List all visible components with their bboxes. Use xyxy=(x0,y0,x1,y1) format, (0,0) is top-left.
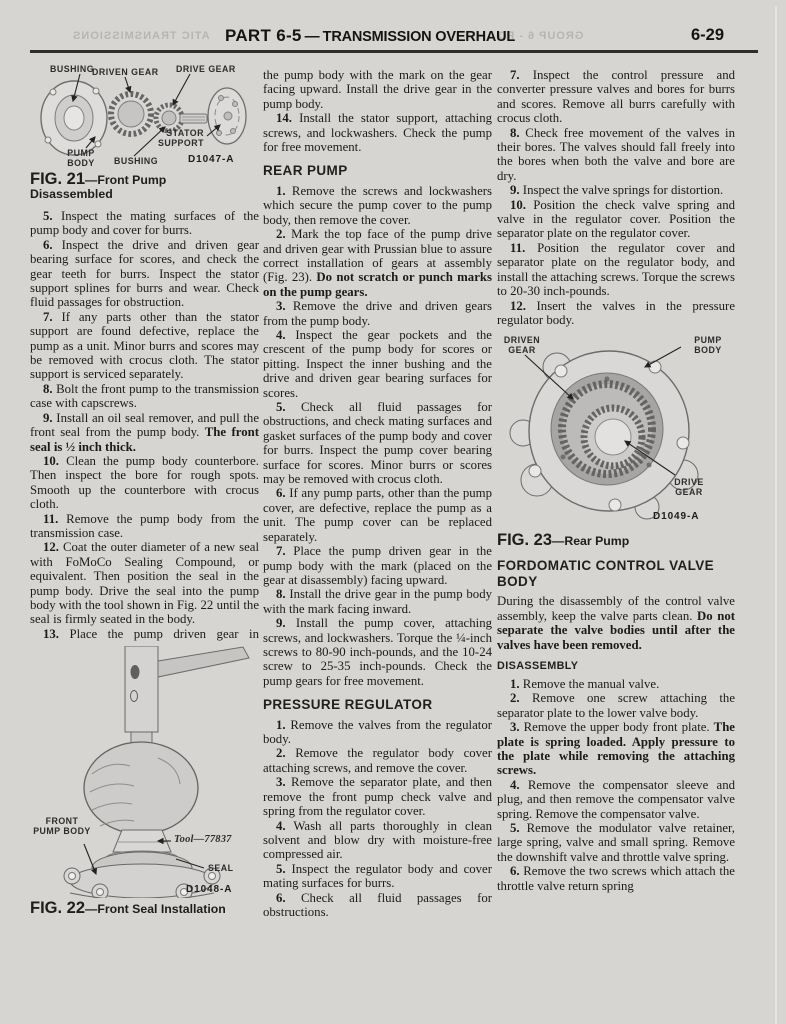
label-seal: SEAL xyxy=(208,863,234,874)
paragraph: During the disassembly of the control valve assembly, keep the valve parts clean. Do not separate the valve bodies until after the valves have been removed. xyxy=(497,594,735,652)
column-left xyxy=(30,64,259,917)
rear-pump-illustration xyxy=(497,335,735,530)
label-front-pump-body: FRONT PUMP BODY xyxy=(33,816,91,837)
paragraph: 6. If any pump parts, other than the pump cover, are defective, replace the pump as a unit. The pump cover can be replaced separately. xyxy=(263,486,492,544)
right-column-text-top xyxy=(497,68,735,327)
paragraph: 3. Remove the drive and driven gears from the pump body. xyxy=(263,299,492,328)
paragraph: 14. Install the stator support, attaching screws, and lockwashers. Check the pump for free movement. xyxy=(263,111,492,155)
figure-code-d1049a: D1049-A xyxy=(653,511,700,523)
paragraph: 5. Inspect the mating surfaces of the pump body and cover for burrs. xyxy=(30,209,259,238)
paragraph: 1. Remove the manual valve. xyxy=(510,676,660,691)
left-column-text xyxy=(30,209,259,641)
paragraph: 3. Remove the separator plate, and then remove the front pump check valve and spring from the regulator cover. xyxy=(263,775,492,819)
paragraph: 3. Remove the upper body front plate. The plate is spring loaded. Apply pressure to the plate while removing the attaching screws. xyxy=(497,720,735,778)
figure-code-d1048a: D1048-A xyxy=(186,884,233,896)
label-pump-body: PUMP BODY xyxy=(67,148,95,168)
part-number: PART 6-5 xyxy=(224,26,302,45)
section-heading: FORDOMATIC CONTROL VALVE BODY xyxy=(497,558,715,589)
label-bushing-top: BUSHING xyxy=(50,64,95,74)
figure-23-number: FIG. 23 xyxy=(497,531,553,550)
paragraph: 11. Position the regulator cover and separator plate on the regulator body, and install the attaching screws. Torque the screws to 20-30 inch-pounds. xyxy=(497,240,735,299)
figure-22-title: —Front Seal Installation xyxy=(85,902,226,917)
label-tool-77837: Tool—77837 xyxy=(174,834,232,846)
scan-page-edge xyxy=(775,6,777,1024)
paragraph: 12. Coat the outer diameter of a new seal with FoMoCo Sealing Compound, or equivalent. Then position the seal in the pump body. Drive the seal into the pump body with the tool shown in Fig. 22 until the seal is firmly seated in the body. xyxy=(30,540,259,627)
paragraph: 9. Install the pump cover, attaching screws, and lockwashers. Torque the ¼-inch screws to 80-90 inch-pounds, and the 10-24 screw to 25-35 inch-pounds. Check the pump gears for free movement. xyxy=(263,616,492,688)
paragraph: 2. Remove the regulator body cover attaching screws, and remove the cover. xyxy=(263,746,492,775)
figure-22-caption xyxy=(30,900,259,917)
paragraph: 10. Position the check valve spring and valve in the regulator cover. Position the separator plate on the regulator cover. xyxy=(497,197,735,241)
figure-23-caption xyxy=(497,532,735,549)
section-heading: REAR PUMP xyxy=(263,163,348,179)
paragraph: 7. If any parts other than the stator support are found defective, replace the pump as a unit. Minor burrs and scores may be removed with crocus cloth. The stator support is serviced separately. xyxy=(30,309,259,382)
figure-code-d1047a: D1047-A xyxy=(188,154,235,165)
paragraph: 5. Inspect the regulator body and cover mating surfaces for burrs. xyxy=(263,861,492,891)
figure-21-caption xyxy=(30,171,259,188)
rear-pump-art xyxy=(497,335,735,530)
paragraph: 8. Bolt the front pump to the transmission case with capscrews. xyxy=(30,381,259,411)
paragraph: 4. Inspect the gear pockets and the crescent of the pump body for scores or pitting. Inspect the inner bushing and the drive and driven gear bearing surfaces for scores. xyxy=(263,328,492,400)
header-rule xyxy=(30,50,758,53)
bleed-through-text-right: GROUP 6 - FO xyxy=(497,30,584,42)
label-bushing-bottom: BUSHING xyxy=(114,156,159,166)
middle-column-text xyxy=(263,68,492,919)
figure-21-front-pump-disassembled xyxy=(30,64,259,201)
paragraph: the pump body with the mark on the gear facing upward. Install the drive gear in the pump body. xyxy=(263,68,492,111)
part-title xyxy=(170,26,570,46)
column-middle xyxy=(263,64,492,919)
paragraph: 8. Check free movement of the valves in their bores. The valves should fall freely into the bores when both the valve and bore are dry. xyxy=(497,125,735,183)
paragraph: 11. Remove the pump body from the transmission case. xyxy=(30,511,259,540)
paragraph: 10. Clean the pump body counterbore. Then inspect the bore for rough spots. Smooth up the counterbore with crocus cloth. xyxy=(30,453,259,512)
paragraph: 6. Inspect the drive and driven gear bearing surface for scores, and check the gear teeth for burrs. Inspect the stator support splines for burrs and wear. Check fluid passages for obstruction. xyxy=(30,237,259,310)
figure-23-rear-pump xyxy=(497,335,735,549)
paragraph: 2. Remove one screw attaching the separator plate to the lower valve body. xyxy=(497,691,735,720)
paragraph: 7. Place the pump driven gear in the pump body with the mark (placed on the gear at disassembly) facing upward. xyxy=(263,544,492,587)
title-separator: — xyxy=(304,28,320,45)
paragraph: 9. Inspect the valve springs for distortion. xyxy=(510,183,724,198)
label-pump-body: PUMP BODY xyxy=(694,335,722,356)
section-title: TRANSMISSION OVERHAUL xyxy=(322,29,516,45)
label-driven-gear: DRIVEN GEAR xyxy=(503,335,541,356)
bleed-through-text-left: ATIC TRANSMISSIONS xyxy=(72,30,210,42)
paragraph: 4. Wash all parts thoroughly in clean solvent and blow dry with moisture-free compressed air. xyxy=(263,818,492,862)
page-number: 6-29 xyxy=(690,26,724,44)
paragraph: 5. Check all fluid passages for obstructions, and check mating surfaces and gasket surfaces of the pump body and cover for burrs. Inspect the pump cover bearing surface for scores. Minor burrs or scores may be removed with crocus cloth. xyxy=(263,400,492,487)
figure-21-number: FIG. 21 xyxy=(30,170,86,188)
column-right xyxy=(497,64,735,893)
label-driven-gear: DRIVEN GEAR xyxy=(92,67,159,77)
label-drive-gear: DRIVE GEAR xyxy=(176,64,236,74)
paragraph: 12. Insert the valves in the pressure regulator body. xyxy=(497,298,735,327)
paragraph: 6. Check all fluid passages for obstructions. xyxy=(263,890,492,919)
section-heading: PRESSURE REGULATOR xyxy=(263,697,433,713)
front-pump-exploded-illustration xyxy=(30,64,259,169)
right-column-text-bottom xyxy=(497,558,735,893)
section-heading: DISASSEMBLY xyxy=(497,659,579,672)
figure-22-front-seal-installation xyxy=(30,646,259,917)
label-drive-gear: DRIVE GEAR xyxy=(674,477,704,498)
figure-21-title: —Front Pump xyxy=(85,173,167,187)
paragraph: 2. Mark the top face of the pump drive and driven gear with Prussian blue to assure correct installation of gears at assembly (Fig. 23). Do not scratch or punch marks on the pump gears. xyxy=(263,227,492,299)
paragraph: 1. Remove the screws and lockwashers which secure the pump cover to the pump body, then remove the cover. xyxy=(263,183,492,227)
figure-23-title: —Rear Pump xyxy=(552,534,630,549)
paragraph: 4. Remove the compensator sleeve and plug, and then remove the compensator valve spring. Remove the compensator valve. xyxy=(497,777,735,821)
label-stator-support: STATOR SUPPORT xyxy=(157,128,204,148)
paragraph: 9. Install an oil seal remover, and pull the front seal from the pump body. The front seal is ½ inch thick. xyxy=(30,410,259,454)
paragraph: 8. Install the drive gear in the pump body with the mark facing inward. xyxy=(263,587,492,616)
front-seal-installation-art xyxy=(30,646,259,898)
front-seal-installation-illustration xyxy=(30,646,259,898)
figure-21-caption-line2: Disassembled xyxy=(30,187,113,201)
paragraph: 6. Remove the two screws which attach the throttle valve return spring xyxy=(497,864,735,893)
paragraph: 5. Remove the modulator valve retainer, large spring, valve and small spring. Remove the downshift valve and throttle valve spring. xyxy=(497,821,735,864)
paragraph: 13. Place the pump driven gear in xyxy=(43,626,259,641)
paragraph: 7. Inspect the control pressure and converter pressure valves and bores for burrs and scores. Remove all burrs carefully with crocus cloth. xyxy=(497,68,735,126)
paragraph: 1. Remove the valves from the regulator body. xyxy=(263,717,492,747)
figure-22-number: FIG. 22 xyxy=(30,899,86,918)
